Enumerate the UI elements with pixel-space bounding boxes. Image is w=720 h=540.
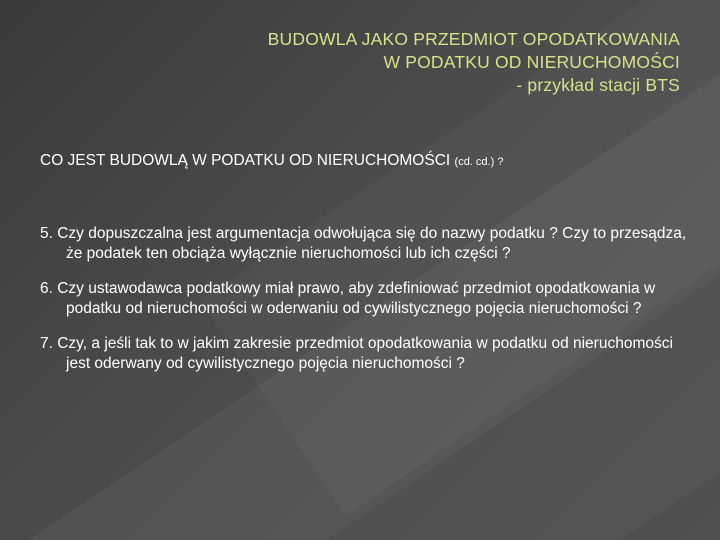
title-line-3: - przykład stacji BTS [516,75,680,95]
question-text: CO JEST BUDOWLĄ W PODATKU OD NIERUCHOMOŚCI [40,152,451,169]
question-list [40,224,690,389]
title-line-1: BUDOWLA JAKO PRZEDMIOT OPODATKOWANIA [267,29,680,49]
title-line-2: W PODATKU OD NIERUCHOMOŚCI [383,52,680,72]
slide-title [80,28,680,97]
list-item: 6. Czy ustawodawca podatkowy miał prawo, aby zdefiniować przedmiot opodatkowania w podatku od nieruchomości w oderwaniu od cywilistycznego pojęcia nieruchomości ? [40,280,656,317]
list-item: 7. Czy, a jeśli tak to w jakim zakresie przedmiot opodatkowania w podatku od nieruchomości jest oderwany od cywilistycznego pojęcia nieruchomości ? [40,335,673,372]
question-note: (cd. cd.) ? [454,156,504,168]
list-item: 5. Czy dopuszczalna jest argumentacja odwołująca się do nazwy podatku ? Czy to przesądza, że podatek ten obciąża wyłącznie nieruchomości lub ich części ? [40,225,687,262]
question-heading [40,152,700,170]
